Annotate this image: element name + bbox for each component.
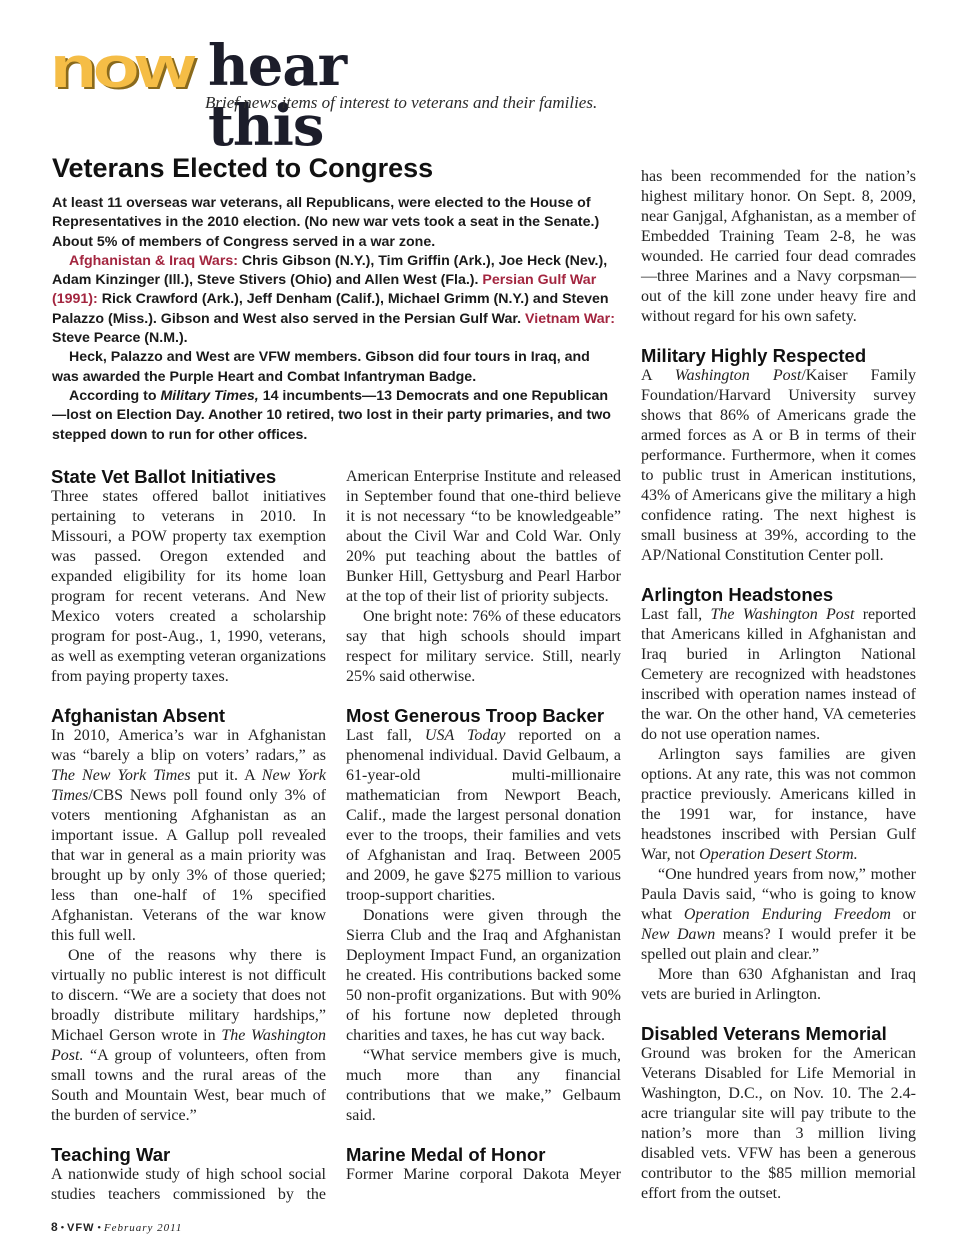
separator: • [57, 1222, 68, 1234]
text: “A group of volunteers, often from small towns and the rural areas of the South and Mountain West, bear much of the burden of service.” [51, 1047, 326, 1124]
label-gulf-war: Persian Gulf War (1991): [52, 272, 597, 308]
lead-article-body [52, 194, 619, 445]
article-paragraph: One bright note: 76% of these educators say that high schools should impart respect for military service. Still, nearly 25% said otherwise. [346, 608, 621, 685]
article-title-arlington: Arlington Headstones [641, 584, 834, 605]
text: means? I would prefer it be spelled out plain and clear.” [641, 926, 917, 963]
article-paragraph [346, 726, 621, 906]
article-paragraph: has been recommended for the nation’s highest military honor. On Sept. 8, 2009, near Ganjgal, Afghanistan, as a member of Embedded Training Team 2-8, he was wounded. He carried four dead comrades—three Marines and a Navy corpsman—out of the kill zone under heavy fire and without regard for his own safety. [641, 168, 916, 325]
article-title-disabled-memorial: Disabled Veterans Memorial [641, 1023, 887, 1044]
page-number: 8 [51, 1220, 58, 1234]
tagline: Brief news items of interest to veterans and their families. [205, 93, 598, 112]
column-1 [51, 467, 326, 1205]
text: reported on a phenomenal individual. David Gelbaum, a 61-year-old multi-millionaire mathematician from Newport Beach, Calif., made the largest personal donation ever to the troops, their families and vets of Afghanistan and Iraq. Between 2005 and 2009, he gave $275 million to various troop-support charities. [346, 727, 621, 904]
operation-name: Operation Enduring Freedom [683, 906, 891, 923]
article-title-marine-medal: Marine Medal of Honor [346, 1144, 546, 1165]
publication-name: Washington Post [674, 367, 802, 384]
article-paragraph: “What service members give is much, much more than any financial contributions that we make,” Gelbaum said. [346, 1047, 621, 1124]
article-title-ballot: State Vet Ballot Initiatives [51, 466, 277, 487]
article-title-teaching-war: Teaching War [51, 1144, 171, 1165]
publication-name: The Washington Post [710, 606, 855, 623]
column-2 [346, 467, 621, 1185]
label-afghan-iraq: Afghanistan & Iraq Wars: [69, 252, 238, 269]
lead-paragraph-veterans-list [52, 252, 619, 348]
label-vietnam: Vietnam War: [525, 310, 615, 327]
lead-paragraph: Heck, Palazzo and West are VFW members. Gibson did four tours in Iraq, and was awarded the Purple Heart and Combat Infantryman Badge. [52, 349, 590, 385]
article-paragraph [641, 366, 916, 566]
lead-headline: Veterans Elected to Congress [52, 153, 434, 183]
article-paragraph: Ground was broken for the American Veterans Disabled for Life Memorial in Washington, D.C., on Nov. 10. The 2.4-acre triangular site will pay tribute to the nation’s more than 3 million living disabled vets. VFW has been a generous contributor to the $85 million memorial effort from the outset. [641, 1045, 916, 1202]
separator: • [94, 1222, 104, 1234]
article-paragraph: American Enterprise Institute and released in September found that one-third believe it is not necessary “to be knowledgeable” about the Civil War and Cold War. Only 20% put teaching about the battles of Bunker Hill, Gettysburg and Pearl Harbor at the top of their list of priority subjects. [346, 468, 621, 605]
article-paragraph [641, 745, 916, 865]
text: According to [69, 387, 161, 404]
publication-name: USA Today [424, 727, 506, 744]
publication-name: The New York Times [51, 767, 191, 784]
operation-name: New Dawn [641, 926, 716, 943]
text: Last fall, [641, 606, 711, 623]
article-paragraph [641, 605, 916, 745]
text: In 2010, America’s war in Afghanistan was “barely a blip on voters’ radars,” as [51, 727, 326, 764]
text: “One hundred years from now,” mother Paula Davis said, “who is going to know what [641, 866, 916, 923]
article-title-military-respected: Military Highly Respected [641, 345, 867, 366]
text: /CBS News poll found only 3% of voters mentioning Afghanistan as an important issue. A Gallup poll revealed that war in general as a main priority was brought up by only 3% of those queried; less than one-half of 1% specified Afghanistan. Veterans of the war know this full well. [51, 787, 326, 944]
vietnam-names: Steve Pearce (N.M.). [52, 330, 188, 347]
publication-name: New York Times [51, 767, 326, 804]
lead-paragraph: At least 11 overseas war veterans, all Republicans, were elected to the House of Representatives in the 2010 election. (No new war vets took a seat in the Senate.) About 5% of members of Congress served in a war zone. [52, 195, 600, 250]
lead-paragraph [52, 387, 619, 445]
issue-date: February 2011 [103, 1222, 183, 1234]
text: Arlington says families are given options. At any rate, this was not common practice previously. Americans killed in the 1991 war, for instance, have headstones inscribed with Persian Gulf War, not [641, 746, 916, 863]
article-paragraph: Three states offered ballot initiatives pertaining to veterans in 2010. In Missouri, a POW property tax exemption was passed. Oregon extended and expanded eligibility for its home loan program for recent veterans. And New Mexico voters created a scholarship program for post-Aug., 1, 1990, veterans, as well as exempting veteran organizations from paying property taxes. [51, 488, 326, 685]
article-title-generous-backer: Most Generous Troop Backer [346, 705, 605, 726]
publication-name: The Washington Post. [51, 1027, 326, 1064]
article-title-afghanistan-absent: Afghanistan Absent [51, 705, 226, 726]
publication-name: VFW [67, 1222, 95, 1234]
text: One of the reasons why there is virtually no public interest is not difficult to discern. “We are a society that does not broadly distribute military hardships,” Michael Gerson wrote in [51, 947, 326, 1044]
text: A [641, 367, 675, 384]
publication-name: Military Times, [160, 387, 259, 404]
text: reported that Americans killed in Afghanistan and Iraq buried in Arlington National Cemetery are recognized with headstones inscribed with operation names instead of the war. On the other hand, VA cemeteries do not use operation names. [641, 606, 917, 743]
article-paragraph [51, 946, 326, 1126]
article-paragraph: Donations were given through the Sierra Club and the Iraq and Afghanistan Deployment Impact Fund, an organization he created. His contributions backed some 50 non-profit organizations. But with 90% of his fortune now depleted through charities and taxes, he has cut way back. [346, 907, 621, 1044]
article-paragraph [641, 865, 916, 965]
page-footer [51, 1220, 182, 1234]
text: Last fall, [346, 727, 425, 744]
text: /Kaiser Family Foundation/Harvard University survey shows that 86% of Americans grade the armed forces as A or B in terms of their performance. Furthermore, when it comes to public trust in American institutions, 43% of Americans give the military a high confidence rating. The next highest is small business at 39%, according to the AP/National Constitution Center poll. [641, 367, 917, 564]
text: 14 incumbents—13 Democrats and one Republican—lost on Election Day. Another 10 retired, two lost in their party primaries, and two stepped down to run for other offices. [52, 387, 611, 443]
text: or [890, 906, 916, 923]
article-paragraph: Former Marine corporal Dakota Meyer [346, 1166, 621, 1183]
operation-name: Operation Desert Storm. [699, 846, 858, 863]
column-3 [641, 167, 916, 1204]
masthead-now: now [50, 35, 192, 100]
masthead-hear-this: hear this [208, 33, 347, 159]
text: put it. A [190, 767, 262, 784]
article-paragraph: A nationwide study of high school social studies teachers commissioned by the [51, 1166, 326, 1203]
article-paragraph [51, 726, 326, 946]
gulf-names: Rick Crawford (Ark.), Jeff Denham (Calif.), Michael Grimm (N.Y.) and Steven Palazzo (Miss.). Gibson and West also served in the Persian Gulf War. [52, 291, 609, 327]
afghan-iraq-names: Chris Gibson (N.Y.), Tim Griffin (Ark.), Joe Heck (Nev.), Adam Kinzinger (Ill.), Steve Stivers (Ohio) and Allen West (Fla.). [52, 252, 608, 289]
article-paragraph: More than 630 Afghanistan and Iraq vets are buried in Arlington. [641, 966, 916, 1003]
